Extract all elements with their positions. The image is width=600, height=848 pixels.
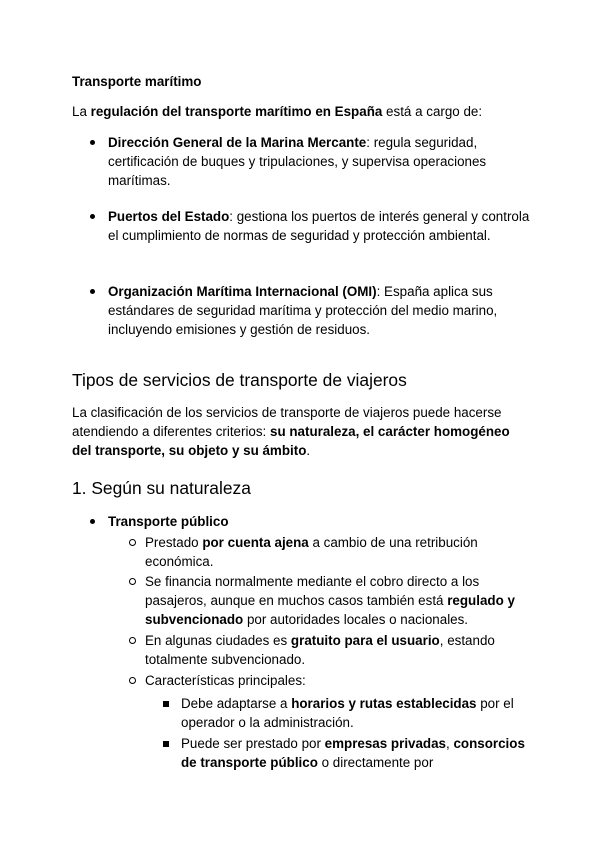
sub-text-end: a cambio de una retribución económica. [145, 535, 478, 569]
clasificacion-text: La clasificación de los servicios de transporte de viajeros puede hacerse atendiendo a diferentes criterios: [72, 405, 502, 439]
item-bold: Puertos del Estado [108, 209, 230, 224]
list-item [145, 631, 528, 669]
sub-bold: por cuenta ajena [202, 535, 309, 550]
sub-text-end: por autoridades locales o nacionales. [243, 612, 469, 627]
clasificacion-end: . [306, 443, 311, 458]
intro-text-end: está a cargo de: [382, 104, 483, 119]
sub-text: En algunas ciudades es [145, 633, 291, 648]
clasificacion-paragraph [72, 403, 530, 460]
sub-bold: horarios y rutas establecidas [291, 696, 477, 711]
heading-tipos: Tipos de servicios de transporte de viajeros [72, 370, 407, 390]
sub-text-mid: , [446, 736, 454, 751]
circle-bullet-icon [129, 539, 136, 546]
sub-text-end: , estando totalmente subvencionado. [145, 633, 495, 667]
list-item [181, 694, 528, 732]
sub-text-end: por el operador o la administración. [181, 696, 514, 730]
list-item [145, 533, 528, 571]
transporte-publico-label: Transporte público [108, 514, 229, 529]
square-bullet-icon [163, 741, 169, 747]
clasificacion-bold: su naturaleza, el carácter homogéneo del transporte, su objeto y su ámbito [72, 424, 510, 458]
intro-bold: regulación del transporte marítimo en España [90, 104, 383, 119]
square-bullet-icon [163, 701, 169, 707]
bullet-icon [90, 214, 95, 219]
heading-naturaleza: 1. Según su naturaleza [72, 478, 251, 498]
circle-bullet-icon [129, 637, 136, 644]
bullet-icon [90, 289, 95, 294]
sub-text: Puede ser prestado por [181, 736, 325, 751]
sub-text: Se financia normalmente mediante el cobro directo a los pasajeros, aunque en muchos casos también está [145, 574, 480, 608]
circle-bullet-icon [129, 578, 136, 585]
sub-bold: empresas privadas [324, 736, 447, 751]
intro-paragraph [72, 102, 530, 121]
sub-text: Prestado [145, 535, 203, 550]
circle-bullet-icon [129, 677, 136, 684]
list-item [108, 207, 530, 245]
sub-bold: gratuito para el usuario [290, 633, 440, 648]
list-item [145, 572, 528, 629]
item-text: : regula seguridad, certificación de buques y tripulaciones, y supervisa operaciones marítimas. [108, 135, 487, 188]
intro-text: La [72, 104, 91, 119]
item-bold: Dirección General de la Marina Mercante [108, 135, 367, 150]
list-item [108, 133, 530, 190]
list-item [108, 282, 530, 339]
sub-text: Debe adaptarse a [181, 696, 292, 711]
list-item: Características principales: [145, 673, 306, 688]
item-bold: Organización Marítima Internacional (OMI) [108, 284, 377, 299]
item-text: : gestiona los puertos de interés general y controla el cumplimiento de normas de seguridad y protección ambiental. [108, 209, 530, 243]
list-item [181, 734, 528, 772]
item-text: : España aplica sus estándares de seguridad marítima y protección del medio marino, incluyendo emisiones y gestión de residuos. [108, 284, 498, 337]
section-title: Transporte marítimo [72, 74, 202, 89]
bullet-icon [90, 519, 95, 524]
sub-bold: consorcios de transporte público [181, 736, 525, 770]
sub-text-end: o directamente por [317, 755, 434, 770]
bullet-icon [90, 140, 95, 145]
sub-bold: regulado y subvencionado [145, 593, 515, 627]
